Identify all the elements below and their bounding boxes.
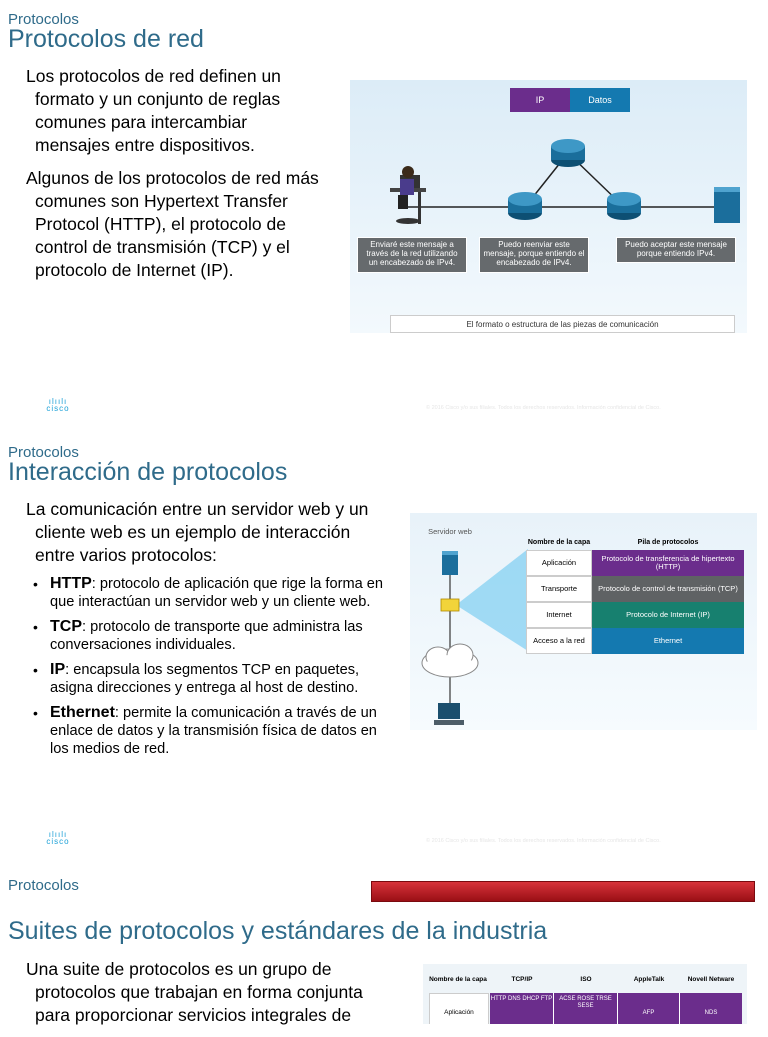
accent-bar xyxy=(371,881,755,902)
ip-header-box: IP xyxy=(510,88,570,112)
projection-beam xyxy=(456,549,528,651)
column-header-layer: Nombre de la capa xyxy=(527,539,591,546)
slide-title: Suites de protocolos y estándares de la industria xyxy=(8,917,548,945)
figure-caption: El formato o estructura de las piezas de comunicación xyxy=(390,315,735,333)
server-label: Servidor web xyxy=(428,527,472,536)
bullet-dot-icon: • xyxy=(33,619,38,635)
server-icon xyxy=(714,187,740,223)
protocol-bullet-list xyxy=(30,575,395,765)
table-row-label: Aplicación xyxy=(429,993,489,1024)
layer-name-cell: Transporte xyxy=(526,576,592,602)
callout-receiver: Puedo aceptar este mensaje porque entiendo IPv4. xyxy=(616,237,736,263)
bullet-http xyxy=(30,575,395,611)
slide3-body xyxy=(26,958,401,1037)
copyright: © 2016 Cisco y/o sus filiales. Todos los derechos reservados. Información confidencial de Cisco. xyxy=(426,405,661,411)
bullet-dot-icon: • xyxy=(33,705,38,721)
table-header: AppleTalk xyxy=(633,975,665,983)
protocol-suites-table xyxy=(423,964,747,1024)
cisco-logo xyxy=(42,831,74,845)
logo-text: cisco xyxy=(46,404,70,413)
data-header-box: Datos xyxy=(570,88,630,112)
paragraph: Algunos de los protocolos de red más comunes son Hypertext Transfer Protocol (HTTP), el protocolo de control de transmisión (TCP) y el protocolo de Internet (IP). xyxy=(26,168,319,280)
bullet-dot-icon: • xyxy=(33,662,38,678)
bullet-text: : permite la comunicación a través de un enlace de datos y la transmisión física de datos en los medios de red. xyxy=(50,705,377,757)
user-workstation-icon xyxy=(390,166,426,224)
bullet-text: : encapsula los segmentos TCP en paquetes, asigna direcciones y entrega al host de destino. xyxy=(50,662,360,696)
network-figure xyxy=(350,80,747,333)
router-icon xyxy=(508,192,542,220)
packet-icon xyxy=(441,599,459,611)
bullet-term: IP xyxy=(50,661,66,678)
column-header-stack: Pila de protocolos xyxy=(637,539,699,546)
logo-text: cisco xyxy=(46,837,70,846)
bullet-text: : protocolo de aplicación que rige la forma en que interactúan un servidor web y un cliente web. xyxy=(50,576,384,610)
slide-title: Protocolos de red xyxy=(8,25,204,53)
copyright: © 2016 Cisco y/o sus filiales. Todos los derechos reservados. Información confidencial de Cisco. xyxy=(426,838,661,844)
cloud-icon xyxy=(422,644,478,677)
bullet-tcp xyxy=(30,618,395,654)
table-cell: ACSE ROSE TRSE SESE xyxy=(554,993,618,1024)
section-label: Protocolos xyxy=(8,877,79,894)
slide-title: Interacción de protocolos xyxy=(8,458,288,486)
client-computer-icon xyxy=(434,703,464,725)
layer-name-cell: Acceso a la red xyxy=(526,628,592,654)
paragraph: Los protocolos de red definen un formato y un conjunto de reglas comunes para intercambiar mensajes entre dispositivos. xyxy=(26,66,281,155)
protocol-cell-http: Protocolo de transferencia de hipertexto (HTTP) xyxy=(592,550,744,576)
slide1-body xyxy=(26,65,326,292)
bullet-ethernet xyxy=(30,704,395,758)
callout-router: Puedo reenviar este mensaje, porque entiendo el encabezado de IPv4. xyxy=(479,237,589,273)
paragraph: Una suite de protocolos es un grupo de protocolos que trabajan en forma conjunta para proporcionar servicios integrales de xyxy=(26,959,363,1025)
bullet-dot-icon: • xyxy=(33,576,38,592)
bullet-term: TCP xyxy=(50,618,82,635)
intro-paragraph: La comunicación entre un servidor web y un cliente web es un ejemplo de interacción entre varios protocolos: xyxy=(26,499,369,565)
protocol-cell-tcp: Protocolo de control de transmisión (TCP) xyxy=(592,576,744,602)
table-header: Nombre de la capa xyxy=(429,975,487,983)
protocol-cell-ip: Protocolo de Internet (IP) xyxy=(592,602,744,628)
callout-sender: Enviaré este mensaje a través de la red utilizando un encabezado de IPv4. xyxy=(357,237,467,273)
router-icon xyxy=(607,192,641,220)
cisco-bars-icon: ılıılı xyxy=(48,397,68,406)
table-header: TCP/IP xyxy=(511,975,533,983)
section-label: Protocolos xyxy=(8,11,79,28)
layer-name-cell: Aplicación xyxy=(526,550,592,576)
layer-name-cell: Internet xyxy=(526,602,592,628)
bullet-term: HTTP xyxy=(50,575,92,592)
cisco-bars-icon: ılıılı xyxy=(48,830,68,839)
table-cell: AFP xyxy=(618,993,680,1024)
table-header: Novell Netware xyxy=(687,975,735,983)
bullet-ip xyxy=(30,661,395,697)
bullet-text: : protocolo de transporte que administra las conversaciones individuales. xyxy=(50,619,363,653)
section-label: Protocolos xyxy=(8,444,79,461)
cisco-logo xyxy=(42,398,74,412)
server-icon xyxy=(442,551,458,575)
protocol-stack-figure xyxy=(410,513,757,730)
bullet-term: Ethernet xyxy=(50,704,115,721)
table-header: ISO xyxy=(580,975,592,983)
table-cell: NDS xyxy=(680,993,742,1024)
router-icon xyxy=(551,139,585,167)
protocol-cell-ethernet: Ethernet xyxy=(592,628,744,654)
slide2-body xyxy=(26,498,391,577)
network-diagram xyxy=(350,80,747,333)
table-cell: HTTP DNS DHCP FTP xyxy=(490,993,554,1024)
